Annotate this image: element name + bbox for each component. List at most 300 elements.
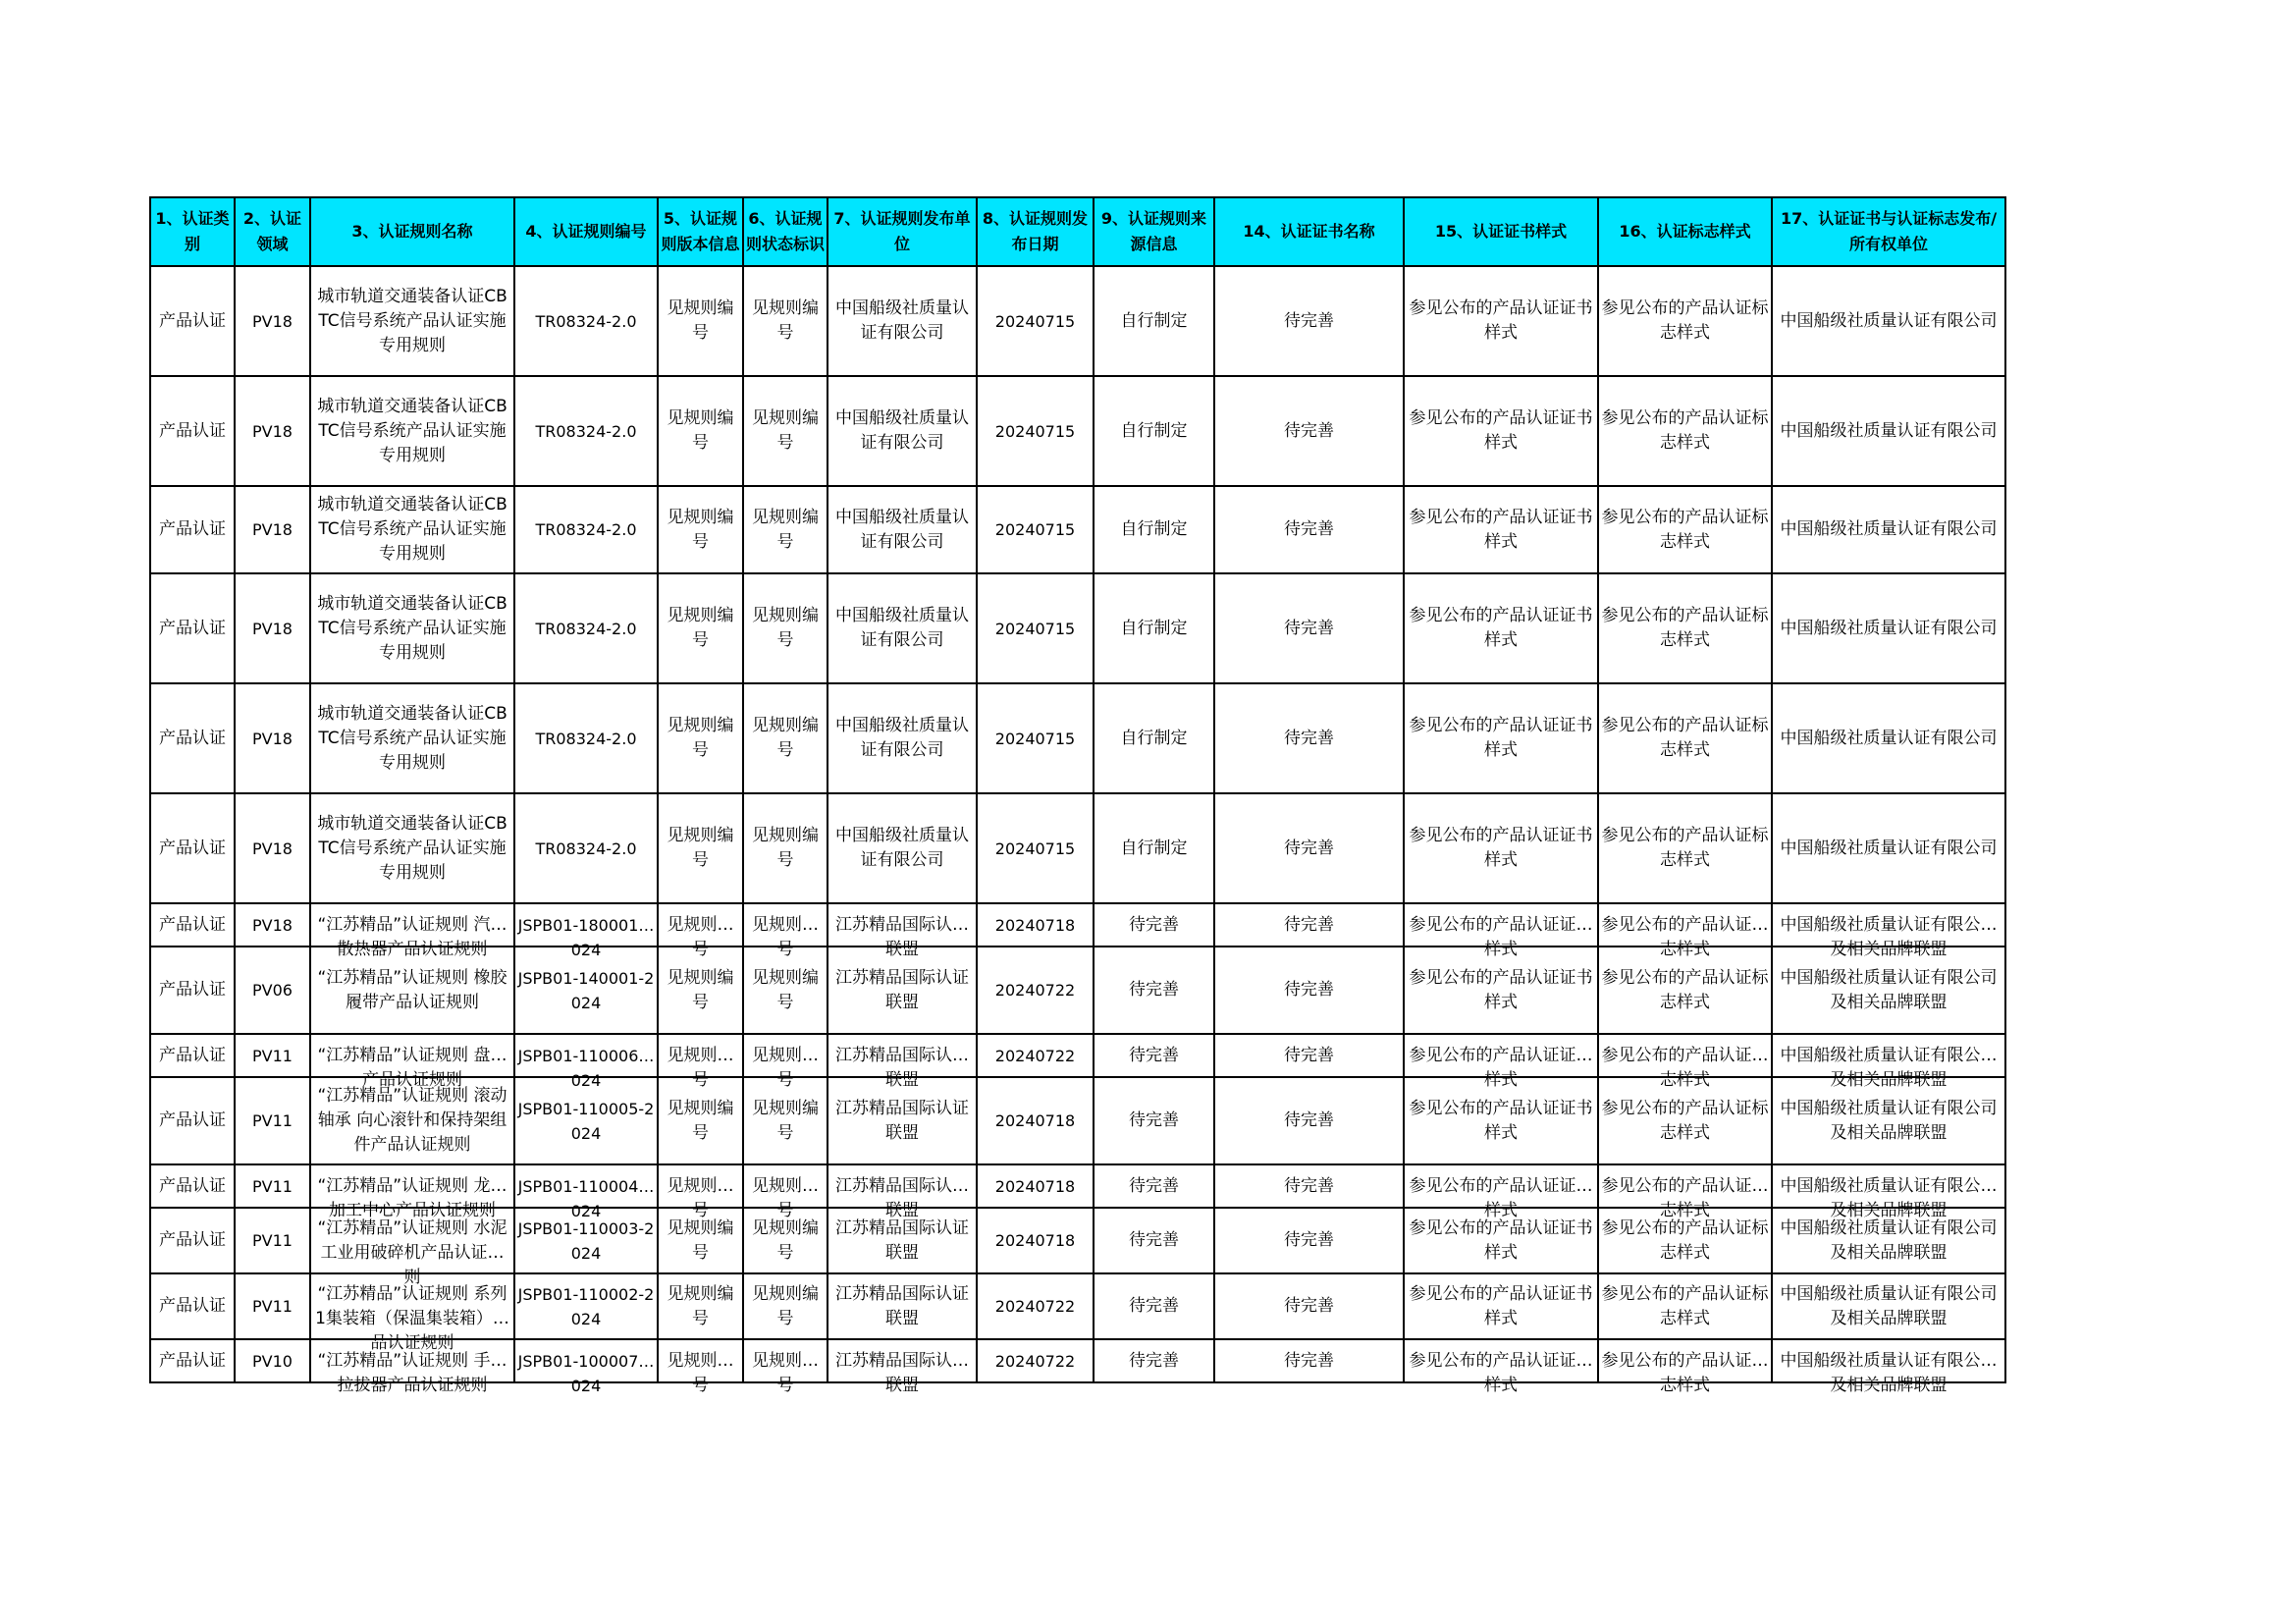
cell-text: PV10 [252, 1351, 293, 1371]
table-row [150, 266, 2005, 376]
status-cell [743, 486, 828, 573]
publisher-cell [828, 1273, 977, 1339]
cell-text: 中国船级社质量认证有限公司及相关品牌联盟 [1780, 914, 1998, 959]
cert-style-cell [1404, 1339, 1598, 1395]
category-cell [150, 947, 235, 1034]
mark-style-cell [1598, 793, 1772, 903]
cert-style-cell [1404, 376, 1598, 486]
cell-text: “江苏精品”认证规则 水泥工业用破碎机产品认证规则 [317, 1217, 507, 1287]
cell-text: 产品认证 [159, 980, 226, 1000]
owner-cell [1772, 903, 2005, 959]
owner-cell [1772, 1208, 2005, 1273]
rule-number-cell [514, 1273, 658, 1339]
cell-text: 参见公布的产品认证标志样式 [1601, 606, 1769, 650]
cell-text: 见规则编号 [667, 507, 734, 552]
cell-text: 参见公布的产品认证证书样式 [1409, 716, 1593, 760]
category-cell [150, 903, 235, 947]
source-cell [1094, 486, 1214, 573]
cell-text: 参见公布的产品认证证书样式 [1409, 1350, 1593, 1395]
cell-text: 产品认证 [159, 420, 226, 441]
publisher-cell [828, 1208, 977, 1273]
cell-text: 见规则编号 [667, 967, 734, 1012]
cell-text: 见规则编号 [667, 1350, 734, 1395]
category-cell [150, 486, 235, 573]
source-cell [1094, 1034, 1214, 1077]
source-cell [1094, 683, 1214, 793]
cell-text: 待完善 [1129, 980, 1179, 1000]
owner-cell [1772, 1034, 2005, 1090]
cell-text: 20240722 [994, 1297, 1076, 1316]
domain-cell [235, 947, 310, 1034]
cell-text: 20240718 [994, 915, 1076, 935]
domain-cell [235, 1273, 310, 1339]
category-cell [150, 1339, 235, 1382]
version-cell [658, 486, 743, 573]
cell-text: “江苏精品”认证规则 系列1集装箱（保温集装箱）产品认证规则 [315, 1283, 509, 1353]
cell-text: 见规则编号 [752, 1175, 819, 1220]
owner-cell [1772, 1273, 2005, 1339]
cell-text: 江苏精品国际认证联盟 [835, 1217, 969, 1263]
rule-name-cell [310, 486, 514, 573]
category-cell [150, 266, 235, 376]
publish-date-cell [977, 683, 1094, 793]
cert-name-cell [1214, 266, 1404, 376]
cell-text: 参见公布的产品认证证书样式 [1409, 967, 1593, 1012]
cell-text: JSPB01-180001-2024 [517, 915, 655, 959]
domain-cell [235, 1034, 310, 1077]
header-cell: 16、认证标志样式 [1598, 197, 1772, 266]
owner-cell [1772, 1164, 2005, 1220]
cell-text: 参见公布的产品认证标志样式 [1601, 1175, 1769, 1220]
header-cell: 6、认证规则状态标识 [743, 197, 828, 266]
cell-text: “江苏精品”认证规则 橡胶履带产品认证规则 [317, 967, 507, 1012]
cell-text: 20240722 [994, 1046, 1076, 1065]
rule-name-cell [310, 376, 514, 486]
cell-text: 见规则编号 [667, 606, 734, 650]
publisher-cell [828, 903, 977, 959]
certification-rules-sheet [149, 196, 2006, 1395]
cell-text: 中国船级社质量认证有限公司 [1780, 728, 1998, 748]
cell-text: TR08324-2.0 [535, 520, 637, 539]
table-row [150, 376, 2005, 486]
cert-name-cell [1214, 1077, 1404, 1164]
header-cell: 5、认证规则版本信息 [658, 197, 743, 266]
cert-style-cell [1404, 1164, 1598, 1220]
cell-text: 中国船级社质量认证有限公司 [835, 507, 969, 552]
version-cell [658, 266, 743, 376]
table-body [150, 266, 2005, 1395]
cert-name-cell [1214, 1208, 1404, 1273]
cell-text: 参见公布的产品认证标志样式 [1601, 1045, 1769, 1090]
rule-name-cell [310, 1208, 514, 1287]
cell-text: 待完善 [1129, 1175, 1179, 1196]
category-cell [150, 1077, 235, 1164]
cell-text: PV18 [252, 520, 293, 539]
cell-text: “江苏精品”认证规则 手动拉拔器产品认证规则 [317, 1350, 507, 1395]
cert-name-cell [1214, 1164, 1404, 1208]
cell-text: 见规则编号 [667, 1283, 734, 1328]
cell-text: 待完善 [1284, 838, 1334, 858]
cell-text: 城市轨道交通装备认证CBTC信号系统产品认证实施专用规则 [317, 495, 507, 564]
cell-text: 城市轨道交通装备认证CBTC信号系统产品认证实施专用规则 [317, 396, 507, 465]
cell-text: “江苏精品”认证规则 盘阀产品认证规则 [317, 1045, 507, 1090]
cell-text: 参见公布的产品认证标志样式 [1601, 1350, 1769, 1395]
cell-text: 产品认证 [159, 310, 226, 331]
cert-name-cell [1214, 376, 1404, 486]
source-cell [1094, 266, 1214, 376]
cell-text: TR08324-2.0 [535, 729, 637, 748]
table-row [150, 1034, 2005, 1077]
rule-name-cell [310, 573, 514, 683]
status-cell [743, 1034, 828, 1090]
status-cell [743, 1208, 828, 1273]
table-row [150, 573, 2005, 683]
rule-number-cell [514, 376, 658, 486]
publish-date-cell [977, 486, 1094, 573]
cert-name-cell [1214, 793, 1404, 903]
header-cell: 14、认证证书名称 [1214, 197, 1404, 266]
category-cell [150, 376, 235, 486]
cell-text: TR08324-2.0 [535, 619, 637, 638]
mark-style-cell [1598, 1208, 1772, 1273]
cell-text: JSPB01-110005-2024 [517, 1099, 655, 1143]
cell-text: 参见公布的产品认证标志样式 [1601, 408, 1769, 453]
cell-text: 待完善 [1129, 1350, 1179, 1371]
cell-text: 参见公布的产品认证标志样式 [1601, 826, 1769, 870]
rule-name-cell [310, 683, 514, 793]
category-cell [150, 1273, 235, 1339]
version-cell [658, 573, 743, 683]
cell-text: 自行制定 [1120, 519, 1188, 539]
cell-text: 城市轨道交通装备认证CBTC信号系统产品认证实施专用规则 [317, 593, 507, 663]
mark-style-cell [1598, 376, 1772, 486]
cell-text: 见规则编号 [667, 408, 734, 453]
publish-date-cell [977, 573, 1094, 683]
rule-name-cell [310, 793, 514, 903]
rule-name-cell [310, 1273, 514, 1353]
cell-text: 20240718 [994, 1111, 1076, 1130]
cell-text: TR08324-2.0 [535, 839, 637, 858]
cell-text: 待完善 [1129, 1110, 1179, 1130]
domain-cell [235, 1164, 310, 1208]
cell-text: 参见公布的产品认证证书样式 [1409, 1175, 1593, 1220]
mark-style-cell [1598, 1034, 1772, 1090]
cell-text: 自行制定 [1120, 420, 1188, 441]
table-row [150, 1208, 2005, 1273]
cell-text: 待完善 [1284, 1350, 1334, 1371]
cell-text: 参见公布的产品认证证书样式 [1409, 1045, 1593, 1090]
cell-text: 参见公布的产品认证证书样式 [1409, 408, 1593, 453]
cell-text: 参见公布的产品认证证书样式 [1409, 1283, 1593, 1328]
cell-text: 待完善 [1284, 1230, 1334, 1250]
publisher-cell [828, 1339, 977, 1395]
cell-text: 参见公布的产品认证标志样式 [1601, 298, 1769, 343]
cell-text: 参见公布的产品认证证书样式 [1409, 826, 1593, 870]
cell-text: 中国船级社质量认证有限公司 [1780, 310, 1998, 331]
cell-text: 产品认证 [159, 519, 226, 539]
cell-text: 见规则编号 [752, 1045, 819, 1090]
rule-name-cell [310, 1164, 514, 1220]
cell-text: 待完善 [1284, 1175, 1334, 1196]
header-cell: 2、认证领域 [235, 197, 310, 266]
category-cell [150, 683, 235, 793]
cell-text: 见规则编号 [752, 1098, 819, 1143]
cell-text: 待完善 [1284, 618, 1334, 638]
header-cell: 9、认证规则来源信息 [1094, 197, 1214, 266]
cell-text: 中国船级社质量认证有限公司 [835, 716, 969, 760]
cell-text: 见规则编号 [752, 1350, 819, 1395]
cell-text: 自行制定 [1120, 728, 1188, 748]
status-cell [743, 266, 828, 376]
rule-number-cell [514, 1034, 658, 1090]
cell-text: 见规则编号 [752, 914, 819, 959]
cert-name-cell [1214, 683, 1404, 793]
cell-text: PV18 [252, 619, 293, 638]
owner-cell [1772, 683, 2005, 793]
cell-text: 中国船级社质量认证有限公司 [835, 826, 969, 870]
cert-style-cell [1404, 1273, 1598, 1339]
cell-text: “江苏精品”认证规则 龙门加工中心产品认证规则 [317, 1175, 507, 1220]
cell-text: 产品认证 [159, 618, 226, 638]
cell-text: 见规则编号 [667, 1175, 734, 1220]
source-cell [1094, 1339, 1214, 1382]
cert-style-cell [1404, 266, 1598, 376]
domain-cell [235, 1208, 310, 1273]
cell-text: 见规则编号 [752, 408, 819, 453]
cell-text: PV11 [252, 1297, 293, 1316]
cell-text: 20240715 [994, 729, 1076, 748]
status-cell [743, 683, 828, 793]
cell-text: 待完善 [1284, 1045, 1334, 1065]
cert-style-cell [1404, 683, 1598, 793]
category-cell [150, 1164, 235, 1208]
source-cell [1094, 793, 1214, 903]
cell-text: 参见公布的产品认证标志样式 [1601, 1283, 1769, 1328]
publisher-cell [828, 573, 977, 683]
cell-text: 20240715 [994, 520, 1076, 539]
publisher-cell [828, 683, 977, 793]
cell-text: 中国船级社质量认证有限公司 [835, 606, 969, 650]
header-cell: 7、认证规则发布单位 [828, 197, 977, 266]
cell-text: 中国船级社质量认证有限公司及相关品牌联盟 [1780, 1217, 1998, 1263]
cell-text: 参见公布的产品认证标志样式 [1601, 507, 1769, 552]
cert-name-cell [1214, 573, 1404, 683]
publish-date-cell [977, 793, 1094, 903]
cell-text: JSPB01-110003-2024 [517, 1218, 655, 1263]
version-cell [658, 376, 743, 486]
cell-text: 城市轨道交通装备认证CBTC信号系统产品认证实施专用规则 [317, 813, 507, 883]
cell-text: 中国船级社质量认证有限公司 [1780, 420, 1998, 441]
mark-style-cell [1598, 1164, 1772, 1220]
cell-text: PV11 [252, 1176, 293, 1196]
cell-text: 参见公布的产品认证标志样式 [1601, 716, 1769, 760]
rule-number-cell [514, 1208, 658, 1273]
publish-date-cell [977, 903, 1094, 947]
cell-text: 自行制定 [1120, 618, 1188, 638]
cert-style-cell [1404, 903, 1598, 959]
cell-text: 见规则编号 [667, 716, 734, 760]
mark-style-cell [1598, 1339, 1772, 1395]
version-cell [658, 1034, 743, 1090]
cell-text: PV11 [252, 1046, 293, 1065]
cell-text: 见规则编号 [752, 1283, 819, 1328]
cell-text: 参见公布的产品认证标志样式 [1601, 914, 1769, 959]
status-cell [743, 1164, 828, 1220]
mark-style-cell [1598, 573, 1772, 683]
mark-style-cell [1598, 903, 1772, 959]
cell-text: 参见公布的产品认证证书样式 [1409, 507, 1593, 552]
table-row [150, 1077, 2005, 1164]
rule-number-cell [514, 793, 658, 903]
domain-cell [235, 683, 310, 793]
owner-cell [1772, 573, 2005, 683]
table-row [150, 1164, 2005, 1208]
publish-date-cell [977, 1339, 1094, 1382]
cell-text: 中国船级社质量认证有限公司 [835, 298, 969, 343]
table-row [150, 683, 2005, 793]
owner-cell [1772, 486, 2005, 573]
version-cell [658, 1164, 743, 1220]
cell-text: 见规则编号 [752, 967, 819, 1012]
cell-text: 产品认证 [159, 914, 226, 935]
cell-text: 中国船级社质量认证有限公司及相关品牌联盟 [1780, 967, 1998, 1012]
rule-number-cell [514, 1164, 658, 1220]
rule-name-cell [310, 1077, 514, 1164]
cell-text: JSPB01-110002-2024 [517, 1284, 655, 1328]
cell-text: 见规则编号 [752, 1217, 819, 1263]
cell-text: 城市轨道交通装备认证CBTC信号系统产品认证实施专用规则 [317, 703, 507, 773]
table-row [150, 903, 2005, 947]
cell-text: 产品认证 [159, 838, 226, 858]
cell-text: PV11 [252, 1231, 293, 1250]
owner-cell [1772, 793, 2005, 903]
cell-text: 待完善 [1129, 1045, 1179, 1065]
cell-text: 待完善 [1284, 519, 1334, 539]
cell-text: JSPB01-110006-2024 [517, 1046, 655, 1090]
cert-style-cell [1404, 1208, 1598, 1273]
domain-cell [235, 266, 310, 376]
domain-cell [235, 1077, 310, 1164]
source-cell [1094, 1208, 1214, 1273]
cell-text: 20240718 [994, 1176, 1076, 1196]
cell-text: 江苏精品国际认证联盟 [835, 1283, 969, 1328]
mark-style-cell [1598, 266, 1772, 376]
cell-text: 参见公布的产品认证证书样式 [1409, 606, 1593, 650]
owner-cell [1772, 376, 2005, 486]
cell-text: 江苏精品国际认证联盟 [835, 1045, 969, 1090]
table-row [150, 486, 2005, 573]
cell-text: “江苏精品”认证规则 滚动轴承 向心滚针和保持架组件产品认证规则 [317, 1086, 507, 1155]
cell-text: 参见公布的产品认证证书样式 [1409, 914, 1593, 959]
cell-text: PV11 [252, 1111, 293, 1130]
rule-name-cell [310, 903, 514, 959]
cell-text: JSPB01-110004-2024 [517, 1176, 655, 1220]
cell-text: 中国船级社质量认证有限公司及相关品牌联盟 [1780, 1098, 1998, 1143]
cell-text: 中国船级社质量认证有限公司及相关品牌联盟 [1780, 1175, 1998, 1220]
source-cell [1094, 573, 1214, 683]
cell-text: 产品认证 [159, 1175, 226, 1196]
rule-number-cell [514, 486, 658, 573]
cell-text: 中国船级社质量认证有限公司 [1780, 519, 1998, 539]
category-cell [150, 1208, 235, 1273]
cell-text: 见规则编号 [667, 1045, 734, 1090]
version-cell [658, 1339, 743, 1395]
status-cell [743, 1273, 828, 1339]
publisher-cell [828, 376, 977, 486]
publish-date-cell [977, 1273, 1094, 1339]
cell-text: 待完善 [1129, 914, 1179, 935]
mark-style-cell [1598, 486, 1772, 573]
owner-cell [1772, 1339, 2005, 1395]
table-row [150, 793, 2005, 903]
cell-text: 中国船级社质量认证有限公司及相关品牌联盟 [1780, 1045, 1998, 1090]
publish-date-cell [977, 1164, 1094, 1208]
publish-date-cell [977, 1034, 1094, 1077]
cell-text: 江苏精品国际认证联盟 [835, 1175, 969, 1220]
rule-number-cell [514, 266, 658, 376]
cell-text: 产品认证 [159, 1045, 226, 1065]
cell-text: 江苏精品国际认证联盟 [835, 914, 969, 959]
publisher-cell [828, 793, 977, 903]
cert-style-cell [1404, 793, 1598, 903]
cell-text: 产品认证 [159, 1350, 226, 1371]
version-cell [658, 683, 743, 793]
cert-name-cell [1214, 1034, 1404, 1077]
cell-text: 20240722 [994, 1351, 1076, 1371]
cell-text: 待完善 [1129, 1230, 1179, 1250]
cert-style-cell [1404, 486, 1598, 573]
domain-cell [235, 793, 310, 903]
table-row [150, 1273, 2005, 1339]
cell-text: 参见公布的产品认证证书样式 [1409, 298, 1593, 343]
cell-text: 中国船级社质量认证有限公司 [835, 408, 969, 453]
publish-date-cell [977, 947, 1094, 1034]
mark-style-cell [1598, 683, 1772, 793]
cell-text: 参见公布的产品认证标志样式 [1601, 1098, 1769, 1143]
publish-date-cell [977, 1208, 1094, 1273]
cell-text: 20240715 [994, 311, 1076, 331]
publisher-cell [828, 1164, 977, 1220]
domain-cell [235, 573, 310, 683]
cell-text: 参见公布的产品认证标志样式 [1601, 1217, 1769, 1263]
cert-name-cell [1214, 1273, 1404, 1339]
cell-text: 待完善 [1284, 420, 1334, 441]
status-cell [743, 376, 828, 486]
cell-text: 江苏精品国际认证联盟 [835, 1098, 969, 1143]
domain-cell [235, 1339, 310, 1382]
cell-text: 待完善 [1284, 1110, 1334, 1130]
cell-text: 自行制定 [1120, 838, 1188, 858]
domain-cell [235, 376, 310, 486]
domain-cell [235, 903, 310, 947]
cell-text: 参见公布的产品认证证书样式 [1409, 1217, 1593, 1263]
cell-text: 产品认证 [159, 728, 226, 748]
header-cell: 1、认证类别 [150, 197, 235, 266]
cell-text: TR08324-2.0 [535, 421, 637, 441]
rule-number-cell [514, 903, 658, 959]
publisher-cell [828, 266, 977, 376]
cell-text: 20240722 [994, 981, 1076, 1000]
cell-text: 见规则编号 [667, 1098, 734, 1143]
cell-text: 见规则编号 [667, 914, 734, 959]
status-cell [743, 793, 828, 903]
cell-text: 中国船级社质量认证有限公司及相关品牌联盟 [1780, 1350, 1998, 1395]
cell-text: 待完善 [1129, 1296, 1179, 1316]
cell-text: TR08324-2.0 [535, 311, 637, 331]
cell-text: PV06 [252, 981, 293, 1000]
cell-text: 产品认证 [159, 1110, 226, 1130]
status-cell [743, 903, 828, 959]
